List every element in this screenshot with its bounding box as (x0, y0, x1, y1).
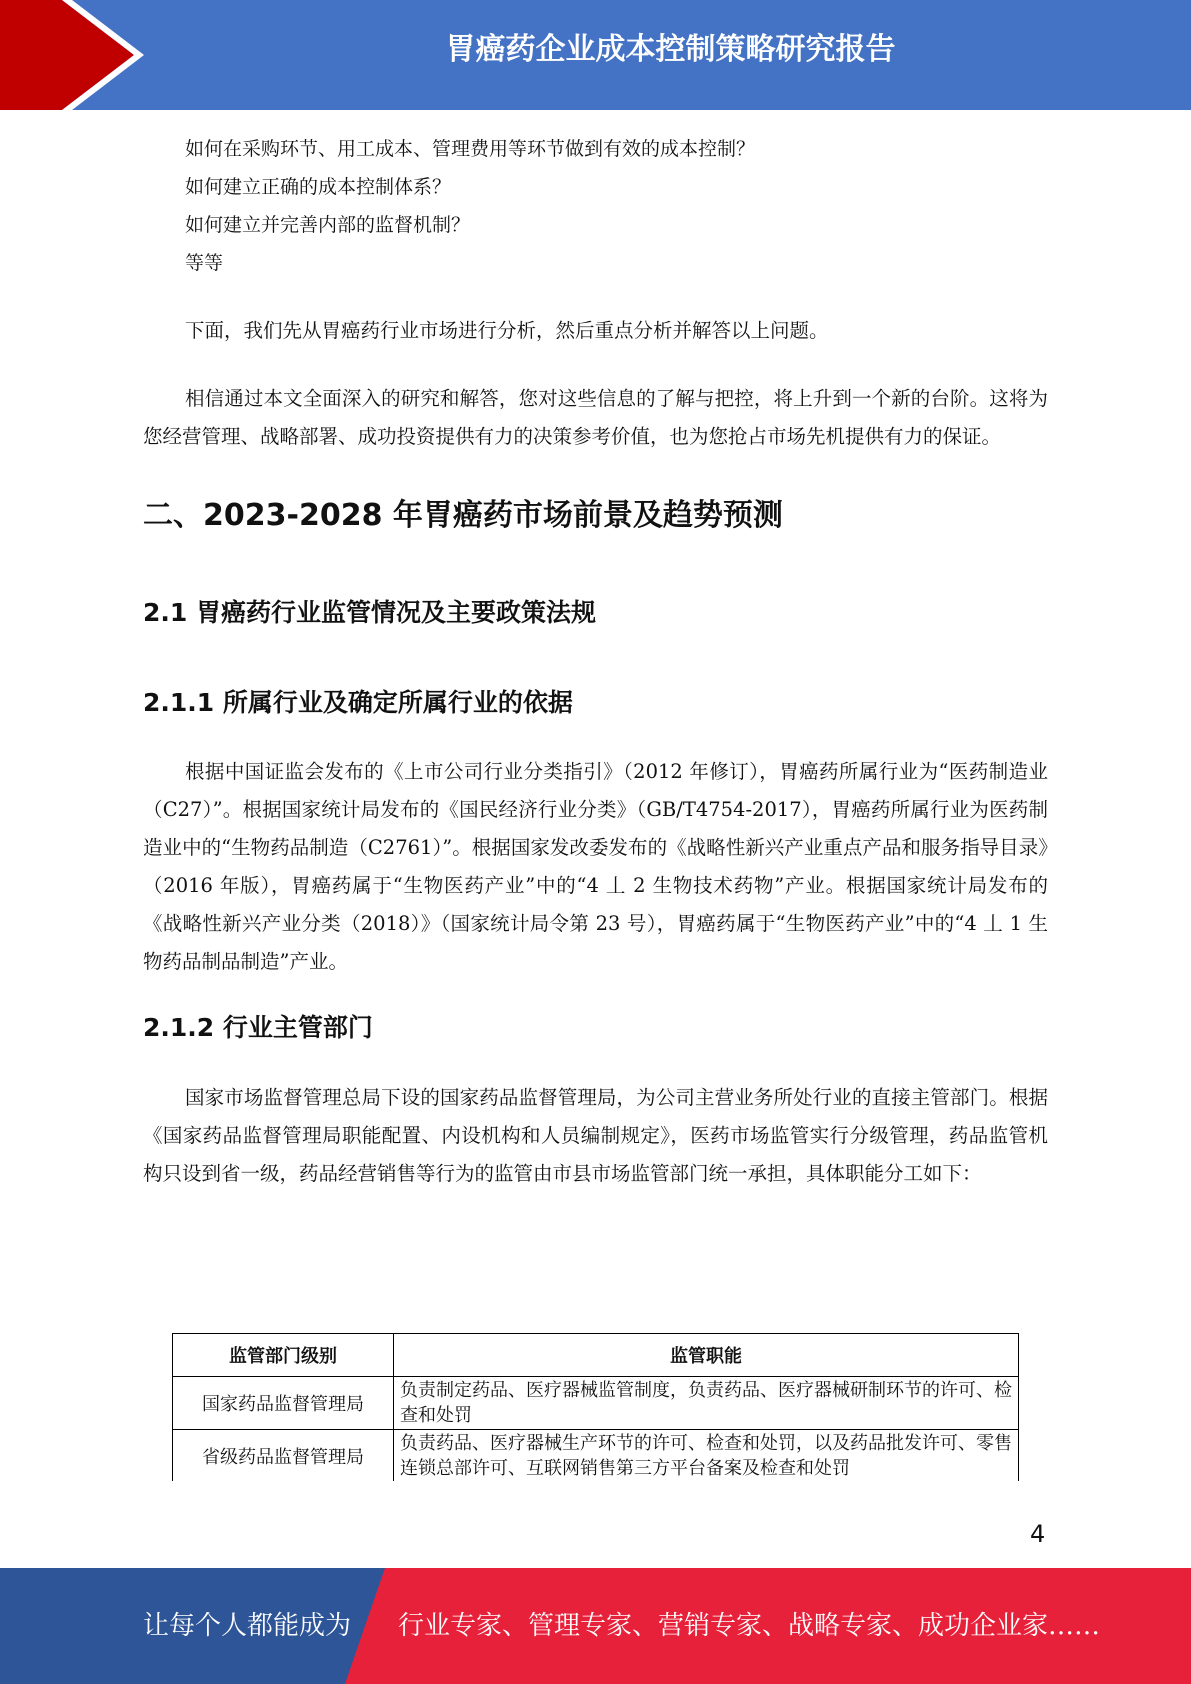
document-body (143, 130, 1048, 1193)
question-line: 如何建立并完善内部的监督机制？ (185, 214, 471, 236)
department-paragraph: 国家市场监督管理总局下设的国家药品监督管理局，为公司主营业务所处行业的直接主管部门。根据《国家药品监督管理局职能配置、内设机构和人员编制规定》，医药市场监管实行分级管理，药品监管机构只设到省一级，药品经营销售等行为的监管由市县市场监管部门统一承担，具体职能分工如下： (143, 1086, 1048, 1185)
page-header (0, 0, 1191, 110)
header-chevron-icon (0, 0, 160, 110)
table-cell-level: 省级药品监督管理局 (173, 1430, 394, 1482)
industry-basis-paragraph: 根据中国证监会发布的《上市公司行业分类指引》（2012 年修订），胃癌药所属行业为“医药制造业（C27）”。根据国家统计局发布的《国民经济行业分类》（GB/T4754-2017），胃癌药所属行业为医药制造业中的“生物药品制造（C2761）”。根据国家发改委发布的《战略性新兴产业重点产品和服务指导目录》（2016 年版），胃癌药属于“生物医药产业”中的“4 丄 2 生物技术药物”产业。根据国家统计局发布的《战略性新兴产业分类（2018）》（国家统计局令第 23 号），胃癌药属于“生物医药产业”中的“4 丄 1 生物药品制品制造”产业。 (143, 760, 1048, 973)
question-line: 等等 (185, 252, 224, 274)
regulation-table (172, 1333, 1019, 1481)
page-footer (0, 1568, 1191, 1684)
value-paragraph: 相信通过本文全面深入的研究和解答，您对这些信息的了解与把控，将上升到一个新的台阶。这将为您经营管理、战略部署、成功投资提供有力的决策参考价值，也为您抢占市场先机提供有力的保证。 (143, 387, 1048, 448)
table-row (173, 1430, 1019, 1482)
intro-paragraph: 下面，我们先从胃癌药行业市场进行分析，然后重点分析并解答以上问题。 (185, 319, 829, 342)
question-line: 如何建立正确的成本控制体系？ (185, 176, 452, 198)
table-header-level: 监管部门级别 (173, 1334, 394, 1377)
subsection-2-1-1-heading: 2.1.1 所属行业及确定所属行业的依据 (143, 688, 573, 717)
table-cell-duty: 负责药品、医疗器械生产环节的许可、检查和处罚，以及药品批发许可、零售连锁总部许可、互联网销售第三方平台备案及检查和处罚 (394, 1430, 1019, 1482)
page-number: 4 (1030, 1520, 1046, 1548)
table-row (173, 1377, 1019, 1430)
subsection-2-1-2-heading: 2.1.2 行业主管部门 (143, 1013, 373, 1042)
table-header-duty: 监管职能 (394, 1334, 1019, 1377)
header-title: 胃癌药企业成本控制策略研究报告 (445, 32, 896, 67)
footer-slogan-right: 行业专家、管理专家、营销专家、战略专家、成功企业家…… (398, 1611, 1101, 1641)
table-cell-duty: 负责制定药品、医疗器械监管制度，负责药品、医疗器械研制环节的许可、检查和处罚 (394, 1377, 1019, 1430)
question-line: 如何在采购环节、用工成本、管理费用等环节做到有效的成本控制？ (185, 138, 756, 160)
table-cell-level: 国家药品监督管理局 (173, 1377, 394, 1430)
subsection-2-1-heading: 2.1 胃癌药行业监管情况及主要政策法规 (143, 598, 596, 627)
footer-slogan-left: 让每个人都能成为 (143, 1611, 352, 1641)
table-header-row (173, 1334, 1019, 1377)
section-2-heading: 二、2023-2028 年胃癌药市场前景及趋势预测 (143, 498, 783, 533)
